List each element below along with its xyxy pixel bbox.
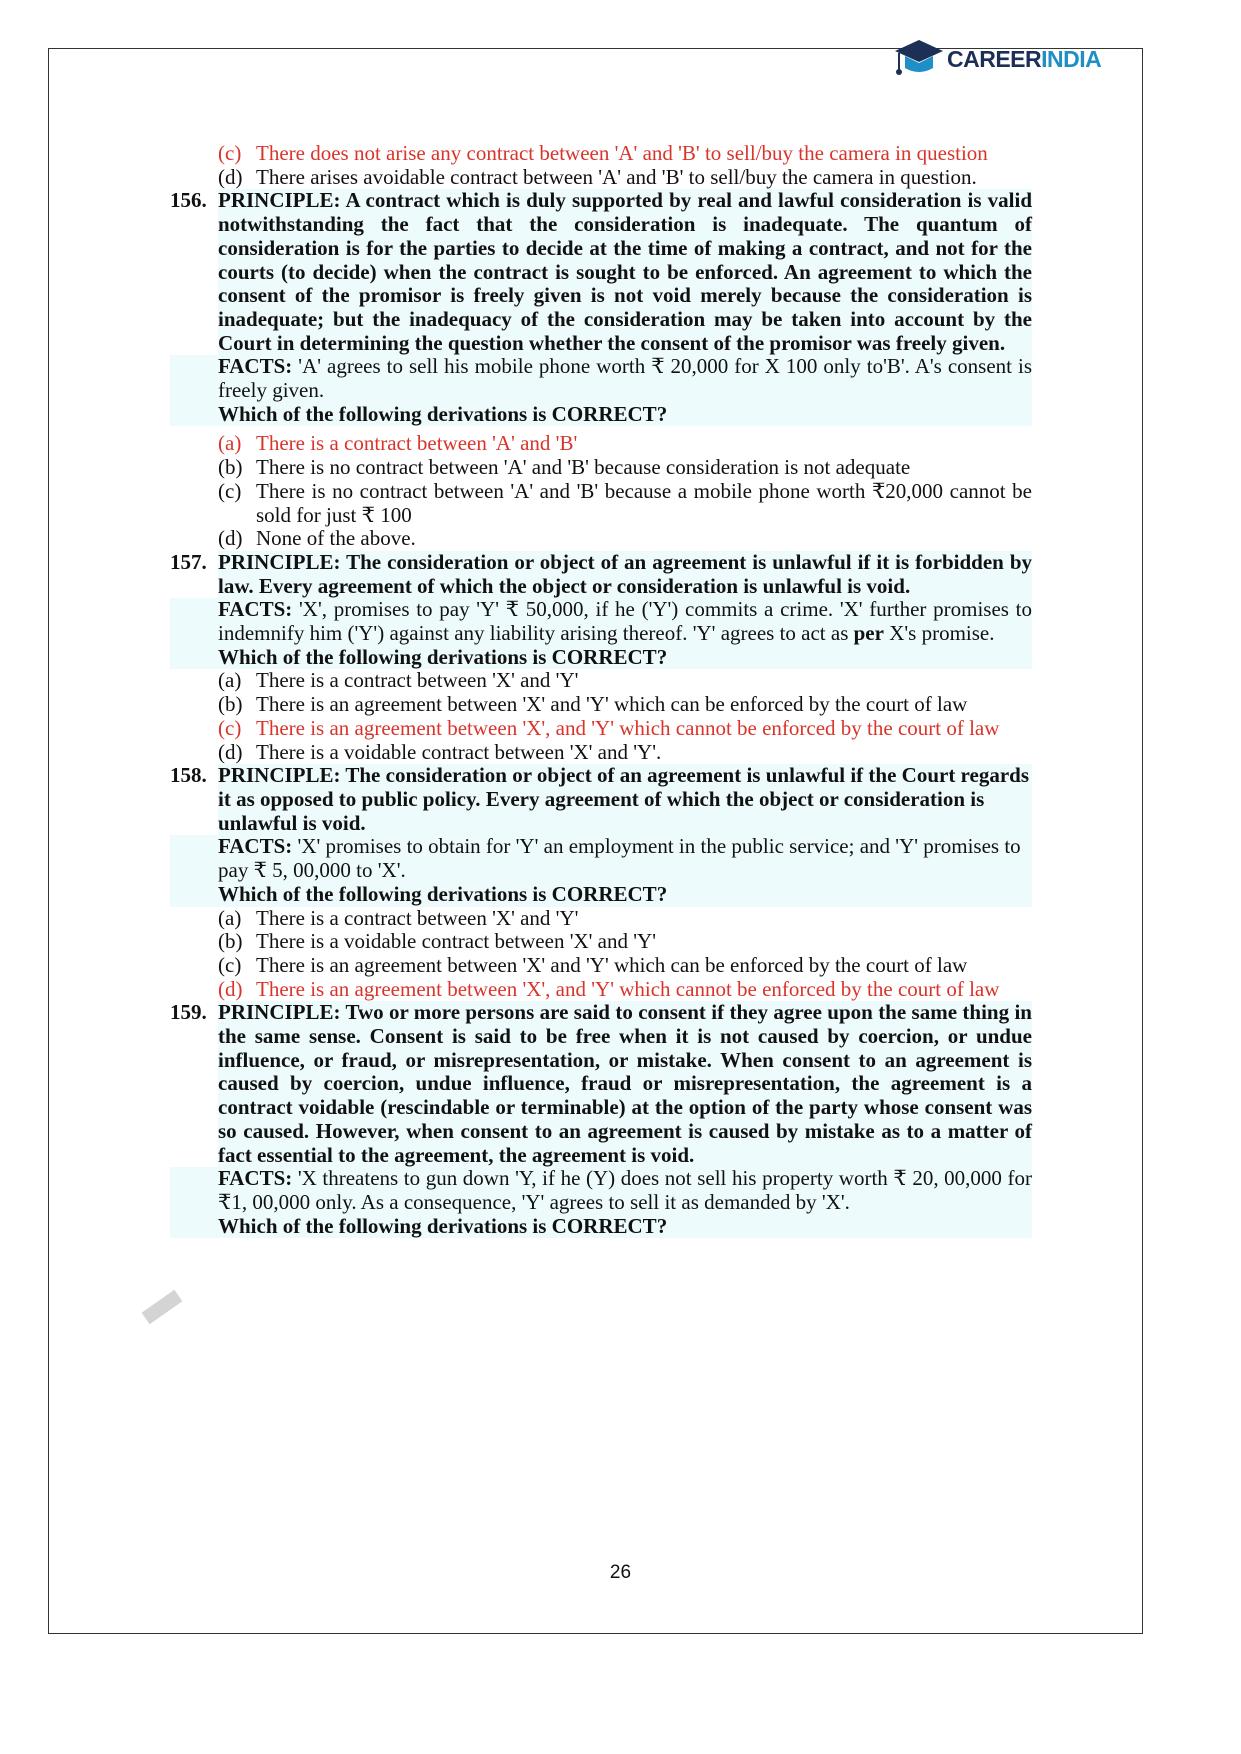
option-item bbox=[170, 166, 1032, 190]
option-label: (d) bbox=[218, 739, 243, 764]
facts-text: 'X threatens to gun down 'Y, if he (Y) does not sell his property worth ₹ 20, 00,000 for ₹1, 00,000 only. As a consequence, 'Y' agrees to sell it as demanded by 'X'. bbox=[218, 1166, 1032, 1214]
option-label: (c) bbox=[218, 715, 242, 740]
option-label: (d) bbox=[218, 976, 243, 1001]
facts-text-end: X's promise. bbox=[883, 621, 995, 646]
option-item bbox=[170, 142, 1032, 166]
option-item bbox=[170, 978, 1032, 1002]
facts-label: FACTS: bbox=[218, 1166, 293, 1191]
question-prompt: Which of the following derivations is CORRECT? bbox=[170, 883, 1032, 907]
page-content bbox=[170, 142, 1032, 1238]
option-label: (c) bbox=[218, 141, 242, 165]
option-item bbox=[170, 527, 1032, 551]
question-prompt: Which of the following derivations is CORRECT? bbox=[170, 403, 1032, 427]
option-text: There is a voidable contract between 'X' and 'Y'. bbox=[256, 739, 662, 764]
question-158 bbox=[170, 764, 1032, 906]
option-item bbox=[170, 456, 1032, 480]
option-text: None of the above. bbox=[256, 526, 416, 551]
question-156 bbox=[170, 189, 1032, 426]
option-label: (d) bbox=[218, 164, 243, 189]
logo-text-india: INDIA bbox=[1041, 45, 1102, 72]
question-number: 159. bbox=[170, 1000, 207, 1025]
facts-paragraph bbox=[170, 1167, 1032, 1214]
question-number: 158. bbox=[170, 763, 207, 788]
option-item bbox=[170, 693, 1032, 717]
question-157 bbox=[170, 551, 1032, 670]
question-159 bbox=[170, 1001, 1032, 1238]
question-prompt: Which of the following derivations is CORRECT? bbox=[170, 1215, 1032, 1239]
option-text: There is a contract between 'X' and 'Y' bbox=[256, 905, 579, 930]
option-item bbox=[170, 717, 1032, 741]
option-text: There is an agreement between 'X' and 'Y' which can be enforced by the court of law bbox=[256, 952, 968, 977]
option-item bbox=[170, 480, 1032, 527]
careerindia-logo bbox=[893, 36, 1101, 82]
option-text: There is a contract between 'A' and 'B' bbox=[256, 431, 578, 456]
option-item bbox=[170, 432, 1032, 456]
option-item bbox=[170, 741, 1032, 765]
facts-label: FACTS: bbox=[218, 354, 293, 379]
option-label: (a) bbox=[218, 905, 242, 930]
option-label: (b) bbox=[218, 692, 243, 717]
option-item bbox=[170, 669, 1032, 693]
facts-paragraph bbox=[170, 835, 1032, 882]
principle-text: PRINCIPLE: Two or more persons are said to consent if they agree upon the same thing in the same sense. Consent is said to be free when it is not caused by coercion, or undue influence, or fraud, or misrepresentation, or mistake. When consent to an agreement is caused by coercion, undue influence, fraud or misrepresentation, the agreement is a contract voidable (rescindable or terminable) at the option of the party whose consent was so caused. However, when consent to an agreement is caused by mistake as to a matter of fact essential to the agreement, the agreement is void. bbox=[218, 1000, 1032, 1167]
facts-paragraph bbox=[170, 355, 1032, 402]
facts-text: 'X', promises to pay 'Y' ₹ 50,000, if he ('Y') commits a crime. 'X' further promises to indemnify him ('Y') against any liability arising thereof. 'Y' agrees to act as bbox=[218, 597, 1033, 646]
option-label: (b) bbox=[218, 929, 243, 954]
option-label: (d) bbox=[218, 526, 243, 551]
logo-text-career: CAREER bbox=[947, 45, 1042, 72]
option-item bbox=[170, 907, 1032, 931]
facts-label: FACTS: bbox=[218, 834, 293, 859]
option-label: (a) bbox=[218, 668, 242, 693]
option-text: There is no contract between 'A' and 'B' because consideration is not adequate bbox=[256, 455, 911, 480]
option-label: (b) bbox=[218, 455, 243, 480]
option-item bbox=[170, 930, 1032, 954]
principle-text: PRINCIPLE: A contract which is duly supported by real and lawful consideration is valid notwithstanding the fact that the consideration is inadequate. The quantum of consideration is for the parties to decide at the time of making a contract, and not for the courts (to decide) when the contract is sought to be enforced. An agreement to which the consent of the promisor is freely given is not void merely because the consideration is inadequate; but the inadequacy of the consideration may be taken into account by the Court in determining the question whether the consent of the promisor was freely given. bbox=[218, 188, 1032, 355]
facts-label: FACTS: bbox=[218, 597, 293, 622]
facts-text: 'X' promises to obtain for 'Y' an employment in the public service; and 'Y' promises to pay ₹ 5, 00,000 to 'X'. bbox=[218, 834, 1021, 883]
principle-text: PRINCIPLE: The consideration or object of an agreement is unlawful if it is forbidden by law. Every agreement of which the object or consideration is unlawful is void. bbox=[218, 549, 1032, 598]
graduation-cap-icon bbox=[893, 36, 945, 82]
option-text: There is a voidable contract between 'X' and 'Y' bbox=[256, 929, 656, 954]
option-text: There is no contract between 'A' and 'B' because a mobile phone worth ₹20,000 cannot be sold for just ₹ 100 bbox=[256, 478, 1032, 527]
option-text: There is an agreement between 'X' and 'Y' which can be enforced by the court of law bbox=[256, 692, 968, 717]
option-text: There arises avoidable contract between 'A' and 'B' to sell/buy the camera in question. bbox=[256, 164, 977, 189]
facts-text: 'A' agrees to sell his mobile phone worth ₹ 20,000 for X 100 only to'B'. A's consent is freely given. bbox=[218, 354, 1032, 403]
facts-emphasis: per bbox=[853, 621, 884, 646]
option-text: There does not arise any contract between 'A' and 'B' to sell/buy the camera in question bbox=[256, 141, 988, 165]
option-label: (a) bbox=[218, 431, 242, 456]
facts-paragraph bbox=[170, 598, 1032, 645]
question-prompt: Which of the following derivations is CORRECT? bbox=[170, 646, 1032, 670]
question-number: 156. bbox=[170, 188, 207, 213]
page-number: 26 bbox=[609, 1562, 632, 1583]
option-item bbox=[170, 954, 1032, 978]
principle-text: PRINCIPLE: The consideration or object of an agreement is unlawful if the Court regards it as opposed to public policy. Every agreement of which the object or consideration is unlawful is void. bbox=[218, 764, 1032, 835]
option-label: (c) bbox=[218, 478, 242, 503]
option-text: There is an agreement between 'X', and 'Y' which cannot be enforced by the court of law bbox=[256, 715, 1000, 740]
option-text: There is an agreement between 'X', and 'Y' which cannot be enforced by the court of law bbox=[256, 976, 1000, 1001]
option-text: There is a contract between 'X' and 'Y' bbox=[256, 668, 579, 693]
question-number: 157. bbox=[170, 549, 207, 574]
option-label: (c) bbox=[218, 952, 242, 977]
logo-text bbox=[947, 46, 1101, 73]
